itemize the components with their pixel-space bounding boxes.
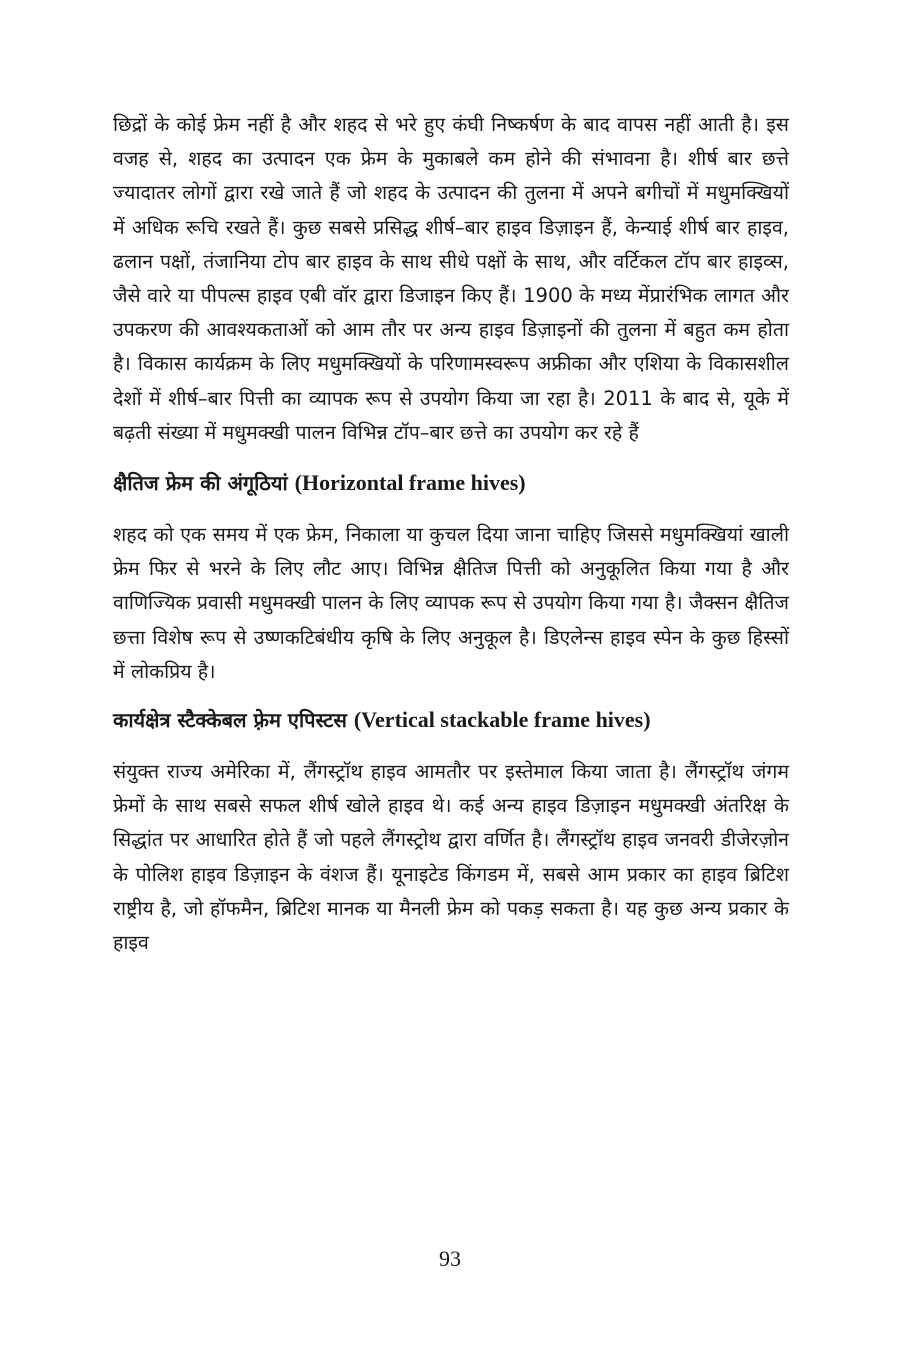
page-number: 93: [439, 1246, 461, 1271]
paragraph-top-bar-hives: छिद्रों के कोई फ्रेम नहीं है और शहद से भरे हुए कंघी निष्कर्षण के बाद वापस नहीं आती है। इस वजह से, शहद का उत्पादन एक फ्रेम के मुकाबले कम होने की संभावना है। शीर्ष बार छत्ते ज्यादातर लोगों द्वारा रखे जाते हैं जो शहद के उत्पादन की तुलना में अपने बगीचों में मधुमक्खियों में अधिक रूचि रखते हैं। कुछ सबसे प्रसिद्ध शीर्ष–बार हाइव डिज़ाइन हैं, केन्याई शीर्ष बार हाइव, ढलान पक्षों, तंजानिया टोप बार हाइव के साथ सीधे पक्षों के साथ, और वर्टिकल टॉप बार हाइव्स, जैसे वारे या पीपल्स हाइव एबी वॉर द्वारा डिजाइन किए हैं। 1900 के मध्य मेंप्रारंभिक लागत और उपकरण की आवश्यकताओं को आम तौर पर अन्य हाइव डिज़ाइनों की तुलना में बहुत कम होता है। विकास कार्यक्रम के लिए मधुमक्खियों के परिणामस्वरूप अफ्रीका और एशिया के विकासशील देशों में शीर्ष–बार पित्ती का व्यापक रूप से उपयोग किया जा रहा है। 2011 के बाद से, यूके में बढ़ती संख्या में मधुमक्खी पालन विभिन्न टॉप–बार छत्ते का उपयोग कर रहे हैं: [113, 113, 789, 444]
paragraph-horizontal-frame-hives: शहद को एक समय में एक फ्रेम, निकाला या कुचल दिया जाना चाहिए जिससे मधुमक्खियां खाली फ्रेम फिर से भरने के लिए लौट आए। विभिन्न क्षैतिज पित्ती को अनुकूलित किया गया है और वाणिज्यिक प्रवासी मधुमक्खी पालन के लिए व्यापक रूप से उपयोग किया गया है। जैक्सन क्षैतिज छत्ता विशेष रूप से उष्णकटिबंधीय कृषि के लिए अनुकूल है। डिएलेन्स हाइव स्पेन के कुछ हिस्सों में लोकप्रिय है।: [113, 523, 789, 683]
paragraph-vertical-stackable-hives: संयुक्त राज्य अमेरिका में, लैंगस्ट्रॉथ हाइव आमतौर पर इस्तेमाल किया जाता है। लैंगस्ट्रॉथ जंगम फ्रेमों के साथ सबसे सफल शीर्ष खोले हाइव थे। कई अन्य हाइव डिज़ाइन मधुमक्खी अंतरिक्ष के सिद्धांत पर आधारित होते हैं जो पहले लैंगस्ट्रोथ द्वारा वर्णित है। लैंगस्ट्रॉथ हाइव जनवरी डीजेरज़ोन के पोलिश हाइव डिज़ाइन के वंशज हैं। यूनाइटेड किंगडम में, सबसे आम प्रकार का हाइव ब्रिटिश राष्ट्रीय है, जो हॉफमैन, ब्रिटिश मानक या मैनली फ्रेम को पकड़ सकता है। यह कुछ अन्य प्रकार के हाइव: [113, 760, 789, 955]
heading-english-text: (Horizontal frame hives): [294, 470, 526, 496]
section-heading-horizontal-frame-hives: [113, 468, 789, 498]
heading-hindi-text: कार्यक्षेत्र स्टैक्केबल फ़्रेम एपिस्टस: [113, 708, 347, 733]
page-body: [113, 108, 789, 960]
section-heading-vertical-stackable-frame-hives: [113, 705, 789, 735]
heading-english-text: (Vertical stackable frame hives): [353, 707, 651, 733]
heading-hindi-text: क्षैतिज फ्रेम की अंगूठियां: [113, 471, 288, 496]
